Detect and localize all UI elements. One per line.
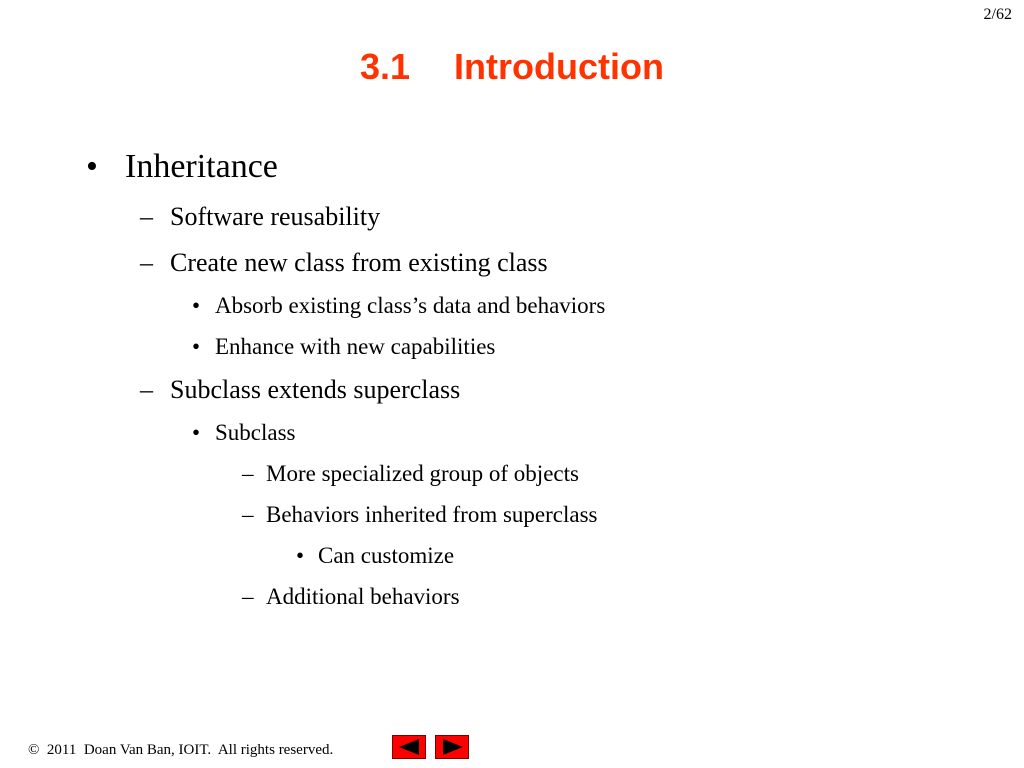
bullet-marker: • (86, 148, 98, 185)
bullet-marker: • (192, 293, 201, 318)
list-item-text: Absorb existing class’s data and behaviors (215, 293, 606, 318)
list-item-text: Inheritance (125, 148, 278, 185)
list-item (242, 503, 598, 526)
page-number: 2/62 (983, 6, 1012, 23)
list-item-text: Additional behaviors (266, 584, 460, 609)
list-item-text: Enhance with new capabilities (215, 334, 496, 359)
copyright-text: 2011 Doan Van Ban, IOIT. All rights reserved. (46, 742, 334, 758)
bullet-marker: • (192, 420, 201, 445)
list-item-text: More specialized group of objects (266, 461, 579, 486)
dash-marker: – (242, 461, 254, 486)
dash-marker: – (140, 202, 153, 231)
next-slide-arrow-icon (443, 739, 463, 755)
list-item-text: Subclass (215, 420, 296, 445)
list-item (140, 377, 460, 403)
next-slide-button[interactable] (435, 735, 469, 759)
bullet-marker: • (192, 334, 201, 359)
list-item (140, 250, 548, 276)
list-item (140, 204, 380, 230)
copyright-footer (28, 742, 333, 759)
section-title: Introduction (454, 46, 664, 87)
previous-slide-arrow-icon (399, 739, 419, 755)
copyright-symbol: © (28, 742, 40, 758)
list-item-text: Create new class from existing class (170, 248, 548, 277)
section-number: 3.1 (360, 46, 411, 87)
list-item (192, 335, 495, 358)
list-item (192, 294, 605, 317)
list-item-text: Software reusability (170, 202, 381, 231)
dash-marker: – (140, 375, 153, 404)
bullet-marker: • (296, 543, 305, 568)
list-item (296, 544, 454, 567)
list-item-text: Subclass extends superclass (170, 375, 461, 404)
list-item (86, 150, 278, 184)
dash-marker: – (242, 502, 254, 527)
list-item-text: Can customize (318, 543, 455, 568)
list-item (242, 462, 579, 485)
slide-title (0, 46, 1024, 88)
list-item (242, 585, 460, 608)
previous-slide-button[interactable] (392, 735, 426, 759)
dash-marker: – (242, 584, 254, 609)
list-item (192, 421, 296, 444)
dash-marker: – (140, 248, 153, 277)
list-item-text: Behaviors inherited from superclass (266, 502, 598, 527)
